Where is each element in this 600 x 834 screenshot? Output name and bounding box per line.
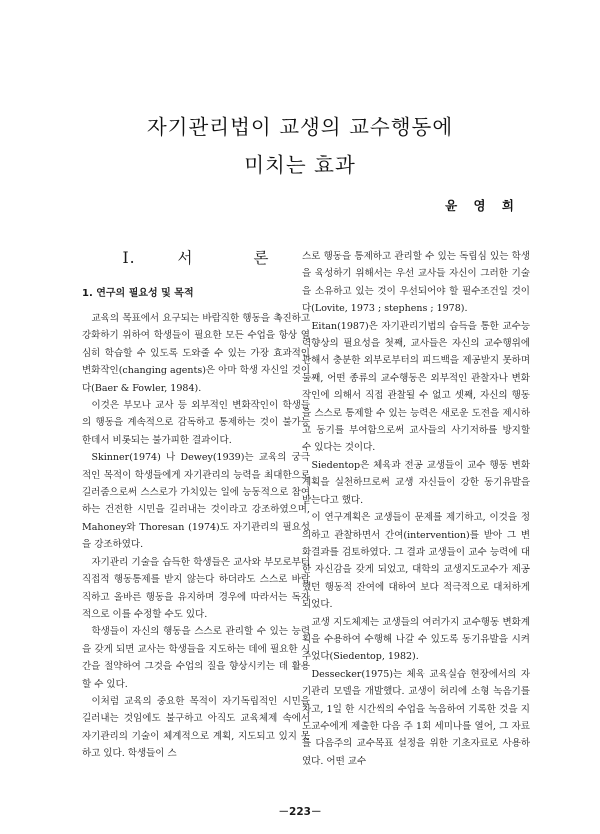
body-paragraph: 학생들이 자신의 행동을 스스로 관리할 수 있는 능력을 갖게 되면 교사는 학생들을 지도하는 데에 필요한 시간을 절약하여 그것을 수업의 질을 향상시키는 데 활용할 수 있다. <box>82 626 310 690</box>
body-paragraph: 이처럼 교육의 중요한 목적이 자기독립적인 시민을 길러내는 것임에도 불구하고 아직도 교육체제 속에서 자기관리의 기술이 체계적으로 계획, 지도되고 있지 못하고 있다. 학생들이 스 <box>82 695 310 760</box>
body-paragraph-continued: 스로 행동을 통제하고 관리할 수 있는 독립심 있는 학생을 육성하기 위해서는 우선 교사들 자신이 그러한 기술을 소유하고 있는 것이 우선되어야 할 필수조건일 것이다(Lovite, 1973 ; stephens ; 1978). <box>302 251 530 315</box>
subsection-heading: 1. 연구의 필요성 및 목적 <box>82 288 194 299</box>
author-name: 윤 영 희 <box>445 198 520 213</box>
body-paragraph: 교육의 목표에서 요구되는 바람직한 행동을 촉진하고 강화하기 위하여 학생들이 필요한 모든 수업을 항상 열심히 학습할 수 있도록 도와줄 수 있는 가장 효과적인 변화작인(changing agents)은 아마 학생 자신일 것이다(Baer & Fowler, 1984). <box>82 313 310 394</box>
section-number: Ⅰ. <box>122 249 136 267</box>
body-paragraph: 교생 지도체제는 교생들의 여러가지 교수행동 변화계획을 수용하여 수행해 나갈 수 있도록 동기유발을 시켜 주었다(Siedentop, 1982). <box>302 616 530 663</box>
left-column <box>82 248 310 763</box>
section-title-char-1: 서 <box>177 249 194 267</box>
body-paragraph: 자기관리 기술을 습득한 학생들은 교사와 부모로부터 직접적 행동통제를 받지 않는다 하더라도 스스로 바람직하고 올바른 행동을 유지하며 경우에 따라서는 독자적으로 이를 수정할 수도 있다. <box>82 556 310 620</box>
section-heading <box>82 248 310 268</box>
body-paragraph: Skinner(1974) 나 Dewey(1939)는 교육의 궁극적인 목적이 학생들에게 자기관리의 능력을 최대한으로 길러줌으로써 스스로가 가치있는 일에 능동적으로 참여하는 건전한 시민을 길러내는 것이라고 강조하였으며, Mahoney와 Thoresan (1974)도 자기관리의 필요성을 강조하였다. <box>82 452 310 551</box>
body-paragraph: Siedentop은 체육과 전공 교생들이 교수 행동 변화 계획을 실천하므로써 교생 자신들이 강한 동기유발을 받는다고 했다. <box>302 459 530 506</box>
body-paragraph: Eitan(1987)은 자기관리기법의 습득을 통한 교수능력향상의 필요성을 첫째, 교사들은 자신의 교수행위에 관해서 충분한 외부로부터의 피드백을 제공받지 못하며 둘째, 어떤 종류의 교수행동은 외부적인 관찰자나 변화작인에 의해서 직접 관찰될 수 없고 셋째, 자신의 행동을 스스로 통제할 수 있는 능력은 새로운 도전을 제시하고 동기를 부여함으로써 교사들의 사기저하를 방지할 수 있다는 것이다. <box>302 320 530 454</box>
body-paragraph: 이 연구계획은 교생들이 문제를 제기하고, 이것을 정의하고 관찰하면서 간여(intervention)를 받아 그 변화결과를 검토하였다. 그 결과 교생들이 교수 능력에 대한 자신감을 갖게 되었고, 대학의 교생지도교수가 제공했던 행동적 잔여에 대하여 보다 적극적으로 대처하게 되었다. <box>302 512 530 611</box>
section-title-char-2: 론 <box>253 249 270 267</box>
paper-title-line-2: 미치는 효과 <box>244 153 356 177</box>
paper-title-line-1: 자기관리법이 교생의 교수행동에 <box>146 115 454 139</box>
right-column <box>302 248 530 770</box>
body-paragraph: Dessecker(1975)는 체육 교육실습 현장에서의 자기관리 모델을 개발했다. 교생이 허리에 소형 녹음기를 차고, 1일 한 시간씩의 수업을 녹음하여 기록한 것을 지도교수에게 제출한 다음 주 1회 세미나를 열어, 그 자료를 다음주의 교수목표 설정을 위한 기초자료로 사용하였다. 어떤 교수 <box>302 668 530 767</box>
page-number: －223－ <box>278 806 322 818</box>
body-paragraph: 이것은 부모나 교사 등 외부적인 변화작인이 학생들의 행동을 계속적으로 감독하고 통제하는 것이 불가능한데서 비롯되는 불가피한 결과이다. <box>82 400 310 446</box>
